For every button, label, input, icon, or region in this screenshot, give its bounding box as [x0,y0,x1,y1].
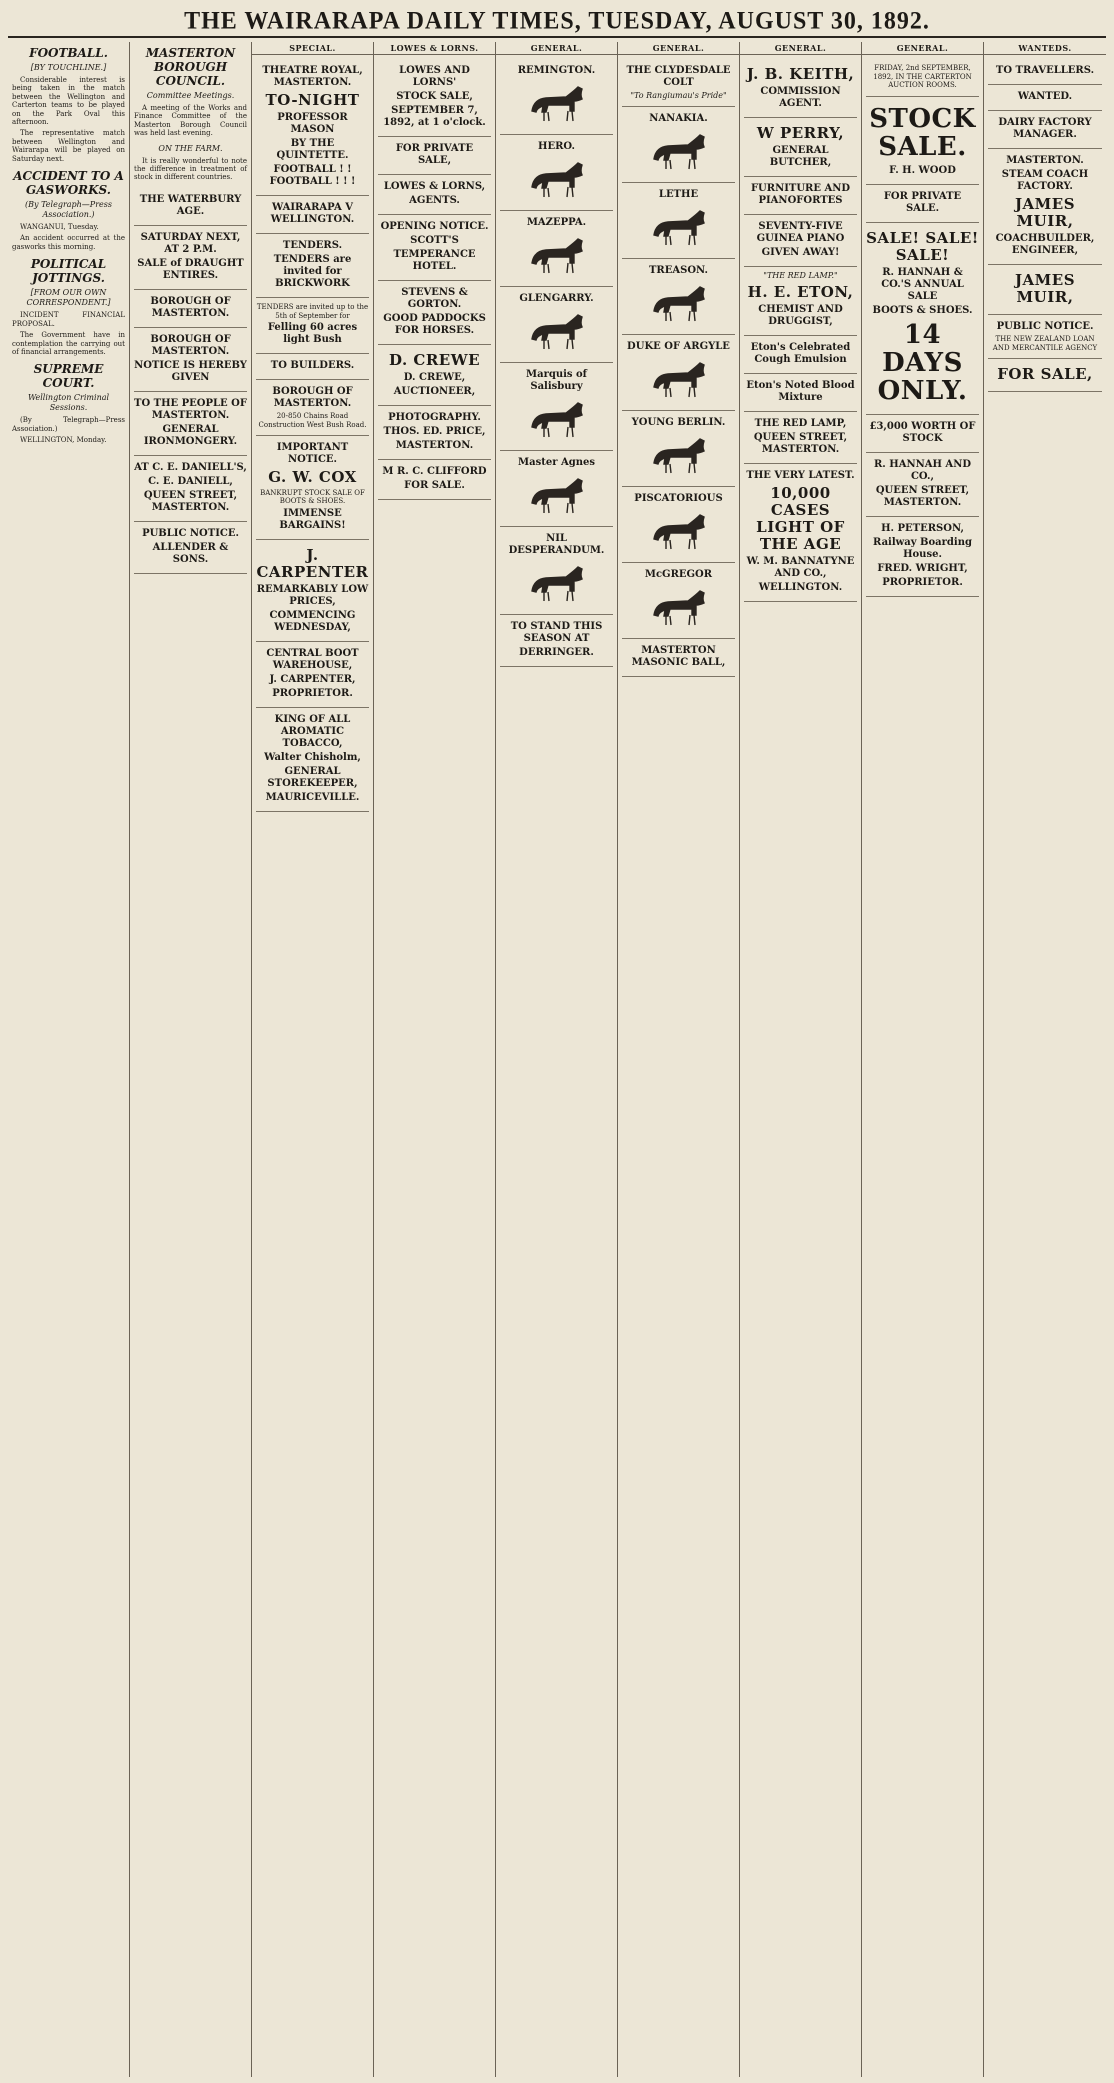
ad-line: THEATRE ROYAL, MASTERTON. [262,65,363,89]
ad-line: THE CLYDESDALE COLT [626,65,731,89]
advertisement [500,363,613,451]
advertisement [134,392,247,456]
ad-line: TENDERS are invited for BRICKWORK [273,254,352,290]
article-paragraph: (By Telegraph—Press Association.) [12,416,125,433]
ad-line: AGENTS. [409,195,460,207]
article-paragraph: It is really wonderful to note the difference in treatment of stock in different countries. [134,156,247,182]
columns-container [8,42,1106,2077]
ad-line: AUCTIONEER, [393,386,476,398]
advertisement [256,436,369,540]
ad-line: GOOD PADDOCKS FOR HORSES. [383,313,486,337]
ad-line: LOWES & LORNS, [383,181,486,193]
article-subhead: [FROM OUR OWN CORRESPONDENT.] [26,288,111,308]
column-5 [496,42,618,2077]
advertisement [622,639,735,677]
advertisement [500,287,613,363]
ad-line: TEMPERANCE HOTEL. [393,249,476,273]
advertisement [500,527,613,615]
ad-line: THE RED LAMP, [754,418,847,430]
ad-line: GENERAL STOREKEEPER, [267,765,358,789]
article-paragraph: The representative match between Wellington and Wairarapa will be played on Saturday next. [12,129,125,163]
ad-line: Eton's Celebrated Cough Emulsion [750,342,851,366]
ad-line: QUEEN STREET, MASTERTON. [143,489,238,513]
ad-line: QUEEN STREET, MASTERTON. [753,432,848,456]
horse-engraving-icon [522,473,592,517]
advertisement [866,517,979,597]
advertisement [378,345,491,406]
advertisement [500,615,613,667]
ad-line: PHOTOGRAPHY. [388,412,481,424]
ad-line: MASTERTON MASONIC BALL, [631,645,726,669]
article-subhead: Committee Meetings. [146,91,235,100]
advertisement [500,211,613,287]
column-6 [618,42,740,2077]
ad-line: Walter Chisholm, [264,751,361,763]
ad-line: GENERAL IRONMONGERY. [143,423,238,447]
advertisement [744,374,857,412]
news-article [12,169,125,251]
advertisement [744,215,857,267]
advertisement [134,226,247,290]
ad-line: H. PETERSON, [881,522,964,534]
horse-shape [654,439,704,473]
advertisement [622,59,735,107]
horse-engraving-icon [644,281,714,325]
ad-line: J. CARPENTER [256,545,369,581]
ad-line: TENDERS. [282,240,343,252]
ad-line: SALE of DRAUGHT ENTIRES. [137,257,244,281]
horse-engraving-icon [522,561,592,605]
ad-line: BOOTS & SHOES. [872,304,973,316]
horse-shape [532,567,582,601]
ad-line: FRIDAY, 2nd SEPTEMBER, 1892, IN THE CARTERTON AUCTION ROOMS. [873,64,972,90]
horse-engraving-icon [644,585,714,629]
ad-line: OPENING NOTICE. [380,221,489,233]
advertisement [744,118,857,177]
ad-line: D. CREWE, [403,372,466,384]
column-section-head: GENERAL. [740,42,861,55]
article-headline: POLITICAL JOTTINGS. [30,257,107,286]
horse-shape [532,315,582,349]
advertisement [378,460,491,500]
horse-engraving-icon [522,397,592,441]
advertisement [866,415,979,453]
article-paragraph: INCIDENT FINANCIAL PROPOSAL. [12,311,125,328]
horse-engraving-icon [522,157,592,201]
ad-line: SATURDAY NEXT, AT 2 P.M. [140,231,241,255]
ad-line: ALLENDER & SONS. [152,541,229,565]
ad-line: THOS. ED. PRICE, [383,426,486,438]
ad-line: THE NEW ZEALAND LOAN AND MERCANTILE AGENCY [992,335,1098,352]
column-9 [984,42,1106,2077]
horse-shape [532,479,582,513]
horse-shape [654,135,704,169]
ad-line: PROPRIETOR. [882,576,963,588]
ad-line: HERO. [538,141,575,153]
column-3 [252,42,374,2077]
article-paragraph: A meeting of the Works and Finance Committee of the Masterton Borough Council was held last evening. [134,104,247,138]
advertisement [134,522,247,574]
advertisement [622,563,735,639]
ad-line: AT C. E. DANIELL'S, [134,461,247,473]
advertisement [744,59,857,118]
advertisement [866,59,979,96]
ad-line: M R. C. CLIFFORD [382,466,487,478]
ad-line: H. E. ETON, [747,283,854,302]
ad-line: FOOTBALL ! ! FOOTBALL ! ! ! [269,164,356,188]
ad-line: WELLINGTON. [758,582,843,594]
article-subhead: [BY TOUCHLINE.] [30,63,107,72]
advertisement [134,456,247,522]
advertisement [988,149,1102,265]
article-subhead: Wellington Criminal Sessions. [27,393,110,413]
ad-line: 20-850 Chains Road Construction West Bush Road. [258,412,367,429]
column-section-head: WANTEDS. [984,42,1106,55]
ad-line: Marquis of Salisbury [526,369,587,393]
advertisement [622,411,735,487]
ad-line: SEVENTY-FIVE GUINEA PIANO [756,221,845,245]
advertisement [378,281,491,345]
horse-engraving-icon [644,129,714,173]
advertisement [378,406,491,460]
masthead-title: THE WAIRARAPA DAILY TIMES, TUESDAY, AUGUST 30, 1892. [184,6,930,35]
ad-line: REMARKABLY LOW PRICES, [256,583,369,607]
ad-line: THE WATERBURY AGE. [139,193,242,217]
ad-line: KING OF ALL AROMATIC TOBACCO, [274,713,351,749]
ad-line: WANTED. [1017,91,1073,103]
article-paragraph: WANGANUI, Tuesday. [20,223,99,232]
ad-line: COMMISSION AGENT. [760,86,841,110]
horse-shape [532,87,582,121]
ad-line: BY THE QUINTETTE. [276,138,349,162]
ad-line: TENDERS are invited up to the 5th of September for [256,303,369,320]
ad-line: TO STAND THIS SEASON AT [510,621,603,645]
horse-shape [654,363,704,397]
horse-engraving-icon [522,233,592,277]
column-section-head: LOWES & LORNS. [374,42,495,55]
ad-line: J. CARPENTER, [269,673,356,685]
ad-line: IMPORTANT NOTICE. [276,442,349,466]
ad-line: SCOTT'S [410,235,459,247]
ad-line: LOWES AND LORNS' [399,65,470,89]
horse-shape [532,403,582,437]
ad-line: MAZEPPA. [526,217,587,229]
article-headline: MASTERTON BOROUGH COUNCIL. [145,46,236,88]
ad-line: PROPRIETOR. [272,687,353,699]
ad-line: R. HANNAH & CO.'S ANNUAL SALE [881,266,964,302]
advertisement [134,290,247,328]
ad-line: CENTRAL BOOT WAREHOUSE, [266,647,359,671]
advertisement [988,111,1102,149]
advertisement [378,175,491,215]
advertisement [500,135,613,211]
article-paragraph: The Government have in contemplation the carrying out of financial arrangements. [12,331,125,356]
ad-line: W PERRY, [756,124,845,143]
masthead [8,6,1106,38]
advertisement [744,267,857,336]
ad-line: FURNITURE AND PIANOFORTES [750,183,851,207]
advertisement [256,354,369,380]
horse-engraving-icon [522,81,592,125]
article-paragraph: Considerable interest is being taken in the match between the Wellington and Carterton teams to be played on the Park Oval this afternoon. [12,76,125,127]
advertisement [866,97,979,185]
advertisement [988,59,1102,85]
ad-line: NOTICE IS HEREBY GIVEN [134,359,247,383]
ad-line: COACHBUILDER, ENGINEER, [995,233,1095,257]
advertisement [988,315,1102,359]
ad-line: STOCK SALE, [396,91,473,103]
ad-line: CHEMIST AND DRUGGIST, [758,304,843,328]
advertisement [622,183,735,259]
ad-line: 14 DAYS ONLY. [877,319,968,406]
horse-engraving-icon [644,205,714,249]
column-4 [374,42,496,2077]
horse-shape [654,591,704,625]
column-section-head: GENERAL. [496,42,617,55]
ad-line: PUBLIC NOTICE. [996,321,1094,333]
ad-line: YOUNG BERLIN. [631,417,726,429]
ad-line: THE VERY LATEST. [746,470,855,482]
article-headline: SUPREME COURT. [33,362,104,391]
news-article [12,257,125,356]
ad-line: MAURICEVILLE. [265,791,360,803]
ad-line: TO THE PEOPLE OF MASTERTON. [134,397,247,421]
advertisement [256,196,369,234]
ad-line: GIVEN AWAY! [761,247,840,259]
column-section-head: SPECIAL. [252,42,373,55]
ad-line: "THE RED LAMP." [763,271,838,281]
horse-shape [654,287,704,321]
ad-line: "To Rangiumau's Pride" [630,91,727,101]
advertisement [378,59,491,137]
ad-line: SEPTEMBER 7, 1892, at 1 o'clock. [383,105,486,129]
advertisement [378,215,491,281]
advertisement [256,298,369,354]
column-section-head: GENERAL. [618,42,739,55]
ad-line: DERRINGER. [519,647,594,659]
ad-line: BOROUGH OF MASTERTON. [272,386,353,410]
ad-line: REMINGTON. [517,65,596,77]
advertisement [866,223,979,415]
horse-shape [532,239,582,273]
column-8 [862,42,984,2077]
advertisement [744,177,857,215]
news-article [134,144,247,182]
ad-line: TO BUILDERS. [270,360,355,372]
ad-line: MASTERTON. [1006,155,1084,167]
advertisement [256,708,369,812]
ad-line: QUEEN STREET, MASTERTON. [875,484,970,508]
advertisement [500,59,613,135]
advertisement [988,359,1102,392]
advertisement [866,185,979,223]
ad-line: WAIRARAPA V WELLINGTON. [270,202,355,226]
ad-line: BANKRUPT STOCK SALE OF BOOTS & SHOES. [260,489,365,506]
advertisement [622,335,735,411]
ad-line: BOROUGH OF MASTERTON. [150,333,231,357]
ad-line: Master Agnes [518,457,595,469]
ad-line: 10,000 CASES LIGHT OF THE AGE [756,484,845,554]
ad-line: FOR SALE. [404,480,465,492]
ad-line: GENERAL BUTCHER, [769,145,832,169]
advertisement [988,265,1102,315]
article-paragraph: WELLINGTON, Monday. [20,436,107,445]
ad-line: NIL DESPERANDUM. [508,533,605,557]
ad-line: PROFESSOR MASON [277,112,348,136]
advertisement [134,328,247,392]
advertisement [256,540,369,642]
ad-line: DAIRY FACTORY MANAGER. [998,117,1092,141]
ad-line: NANAKIA. [649,113,708,125]
advertisement [622,259,735,335]
ad-line: FRED. WRIGHT, [877,562,968,574]
advertisement [256,59,369,196]
ad-line: TREASON. [648,265,709,277]
ad-line: F. H. WOOD [889,164,956,176]
ad-line: SALE! SALE! SALE! [866,228,979,264]
horse-shape [654,211,704,245]
ad-line: DUKE OF ARGYLE [627,341,730,353]
horse-shape [532,163,582,197]
advertisement [988,85,1102,111]
advertisement [622,487,735,563]
advertisement [622,107,735,183]
ad-line: FOR PRIVATE SALE, [395,143,474,167]
ad-line: C. E. DANIELL, [148,475,233,487]
advertisement [744,464,857,602]
ad-line: JAMES MUIR, [1014,195,1076,231]
horse-engraving-icon [644,433,714,477]
article-headline: ACCIDENT TO A GASWORKS. [13,169,124,198]
article-subhead: ON THE FARM. [158,143,223,153]
advertisement [256,642,369,708]
advertisement [256,234,369,298]
horse-shape [654,515,704,549]
advertisement [744,412,857,464]
ad-line: £3,000 WORTH OF STOCK [869,420,976,444]
ad-line: GLENGARRY. [519,293,594,305]
ad-line: STOCK SALE. [869,103,976,162]
news-article [134,46,247,138]
advertisement [744,336,857,374]
ad-line: FOR SALE, [997,365,1093,384]
article-paragraph: An accident occurred at the gasworks this morning. [12,234,125,251]
column-2 [130,42,252,2077]
ad-line: Railway Boarding House. [873,536,972,560]
ad-line: LETHE [658,189,699,201]
advertisement [866,453,979,517]
ad-line: G. W. COX [268,468,357,487]
horse-engraving-icon [522,309,592,353]
news-article [12,46,125,163]
ad-line: J. B. KEITH, [746,65,855,84]
ad-line: FOR PRIVATE SALE. [883,190,962,214]
ad-line: PISCATORIOUS [634,493,723,505]
ad-line: W. M. BANNATYNE AND CO., [746,556,855,580]
ad-line: PUBLIC NOTICE. [142,527,239,539]
article-subhead: (By Telegraph—Press Association.) [25,200,112,220]
horse-engraving-icon [644,509,714,553]
column-1 [8,42,130,2077]
news-article [12,362,125,444]
article-headline: FOOTBALL. [29,46,108,60]
column-section-head: GENERAL. [862,42,983,55]
horse-engraving-icon [644,357,714,401]
ad-line: STEAM COACH FACTORY. [1001,169,1089,193]
ad-line: D. CREWE [388,351,481,370]
ad-line: BOROUGH OF MASTERTON. [150,295,231,319]
advertisement [256,380,369,436]
ad-line: R. HANNAH AND CO., [873,458,972,482]
advertisement [134,188,247,226]
advertisement [378,137,491,175]
ad-line: COMMENCING WEDNESDAY, [269,609,356,633]
ad-line: TO-NIGHT [265,91,360,110]
advertisement [500,451,613,527]
ad-line: Eton's Noted Blood Mixture [746,380,855,404]
ad-line: MASTERTON. [395,440,474,452]
ad-line: JAMES MUIR, [1014,271,1076,307]
ad-line: Felling 60 acres light Bush [267,322,358,346]
ad-line: McGREGOR [644,569,713,581]
column-7 [740,42,862,2077]
ad-line: STEVENS & GORTON. [401,287,468,311]
ad-line: TO TRAVELLERS. [995,65,1095,77]
ad-line: IMMENSE BARGAINS! [279,507,346,531]
